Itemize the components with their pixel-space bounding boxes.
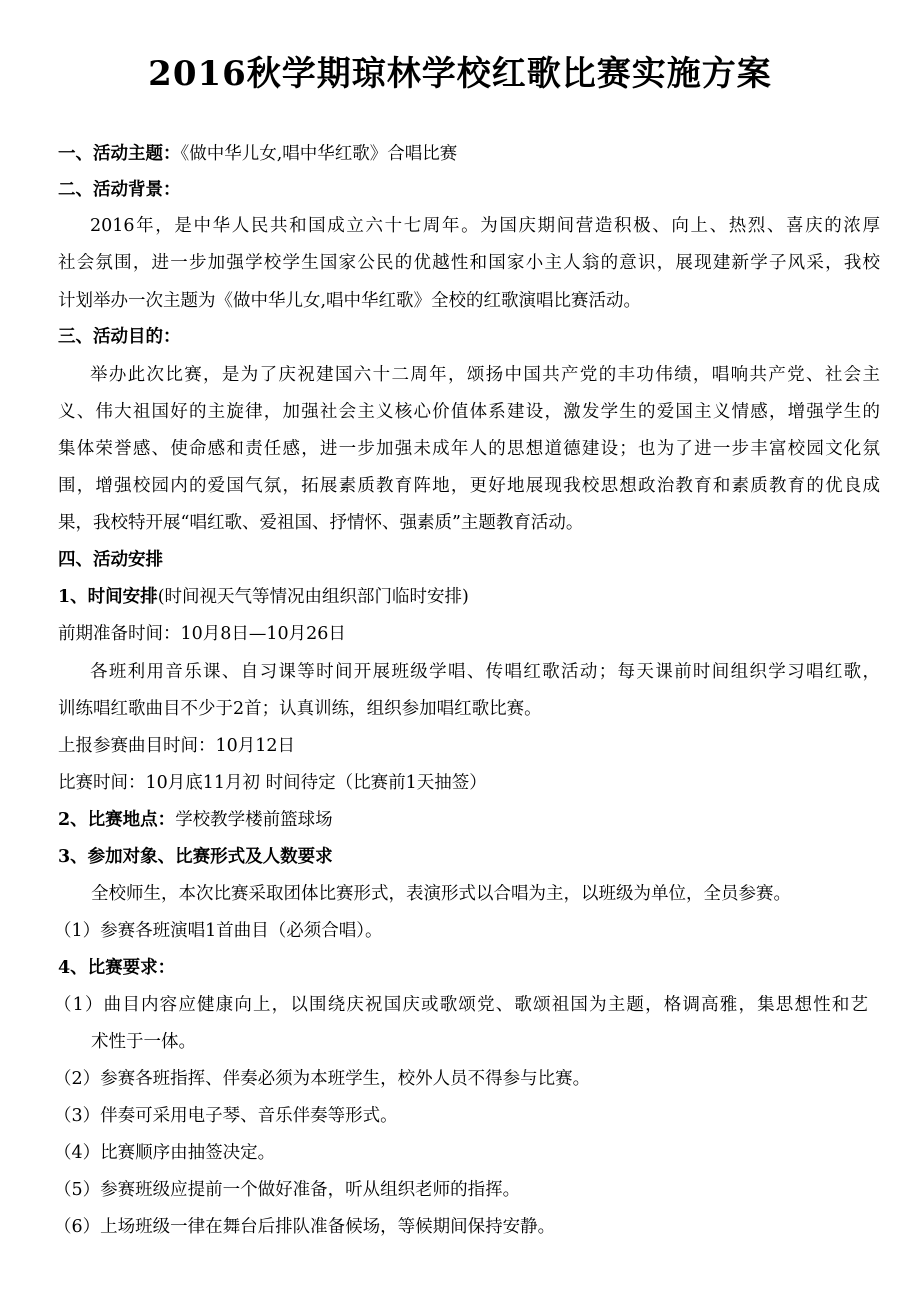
requirement-6: （6）上场班级一律在舞台后排队准备候场，等候期间保持安静。: [54, 1217, 556, 1237]
section-4-heading: 四、活动安排: [58, 550, 163, 570]
requirement-1-line: （1）曲目内容应健康向上，以围绕庆祝国庆或歌颂党、歌颂祖国为主题，格调高雅，集思想性和艺: [54, 995, 868, 1015]
section-3-paragraph-line: 围，增强校园内的爱国气氛，拓展素质教育阵地，更好地展现我校思想政治教育和素质教育的优良成: [58, 476, 880, 496]
item-4-heading: 4、比赛要求：: [58, 958, 176, 978]
section-1-text: 《做中华儿女,唱中华红歌》合唱比赛: [180, 144, 458, 164]
requirement-4: （4）比赛顺序由抽签决定。: [54, 1143, 276, 1163]
item-1-heading: 1、时间安排: [58, 587, 158, 607]
contest-time: 比赛时间：10月底11月初 时间待定（比赛前1天抽签）: [58, 773, 487, 793]
prep-detail-line: 训练唱红歌曲目不少于2首；认真训练，组织参加唱红歌比赛。: [58, 699, 542, 719]
requirement-3: （3）伴奏可采用电子琴、音乐伴奏等形式。: [54, 1106, 398, 1126]
item-1-note: (时间视天气等情况由组织部门临时安排): [157, 587, 469, 607]
section-3-paragraph-line: 集体荣誉感、使命感和责任感，进一步加强未成年人的思想道德建设；也为了进一步丰富校园文化氛: [58, 439, 880, 459]
section-2-paragraph-line: 计划举办一次主题为《做中华儿女,唱中华红歌》全校的红歌演唱比赛活动。: [58, 291, 642, 311]
submit-time: 上报参赛曲目时间：10月12日: [58, 736, 296, 756]
page-title: 2016秋学期琼林学校红歌比赛实施方案: [148, 54, 772, 94]
item-3-text: 全校师生，本次比赛采取团体比赛形式，表演形式以合唱为主，以班级为单位，全员参赛。: [91, 884, 791, 904]
section-2-heading: 二、活动背景：: [58, 180, 181, 200]
item-2-line: [58, 808, 333, 832]
prep-detail-line: 各班利用音乐课、自习课等时间开展班级学唱、传唱红歌活动；每天课前时间组织学习唱红歌，: [90, 662, 880, 682]
section-3-paragraph-line: 举办此次比赛，是为了庆祝建国六十二周年，颂扬中国共产党的丰功伟绩，唱响共产党、社会主: [90, 365, 880, 385]
section-2-paragraph-line: 2016年，是中华人民共和国成立六十七周年。为国庆期间营造积极、向上、热烈、喜庆的浓厚: [90, 216, 880, 236]
prep-time: 前期准备时间：10月8日—10月26日: [58, 624, 346, 644]
requirement-5: （5）参赛班级应提前一个做好准备，听从组织老师的指挥。: [54, 1180, 521, 1200]
requirement-2: （2）参赛各班指挥、伴奏必须为本班学生，校外人员不得参与比赛。: [54, 1069, 591, 1089]
item-3-heading: 3、参加对象、比赛形式及人数要求: [58, 847, 333, 867]
section-3-heading: 三、活动目的：: [58, 327, 181, 347]
item-1-line: [58, 585, 469, 609]
section-2-paragraph-line: 社会氛围，进一步加强学校学生国家公民的优越性和国家小主人翁的意识，展现建新学子风采，我校: [58, 253, 880, 273]
item-3-sub-1: （1）参赛各班演唱1首曲目（必须合唱）。: [54, 921, 383, 941]
item-2-text: 学校教学楼前篮球场: [175, 810, 333, 830]
section-1-heading: 一、活动主题：: [58, 144, 181, 164]
requirement-1-line: 术性于一体。: [91, 1032, 196, 1052]
section-3-paragraph-line: 果，我校特开展“唱红歌、爱祖国、抒情怀、强素质”主题教育活动。: [58, 513, 584, 533]
section-1-line: [58, 142, 457, 166]
item-2-heading: 2、比赛地点：: [58, 810, 176, 830]
section-3-paragraph-line: 义、伟大祖国好的主旋律，加强社会主义核心价值体系建设，激发学生的爱国主义情感，增强学生的: [58, 402, 880, 422]
